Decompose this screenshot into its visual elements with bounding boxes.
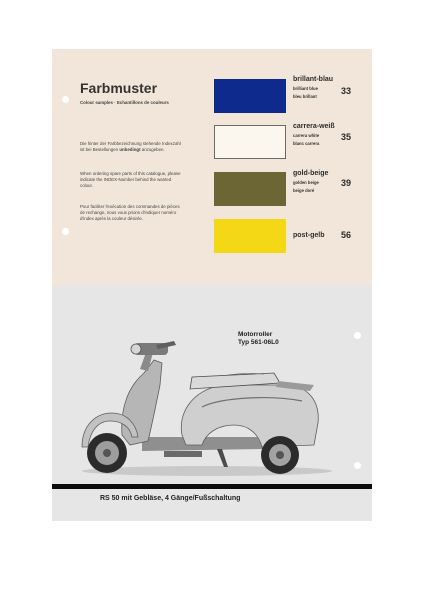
scooter-photo-page — [52, 285, 372, 521]
color-name: brillant-blau — [293, 76, 334, 83]
punch-hole — [62, 228, 69, 235]
color-sample-sheet — [52, 49, 372, 285]
color-name: carrera-weiß — [293, 123, 335, 130]
scooter-title-line-2: Typ 561-06L0 — [238, 339, 279, 346]
color-name-en: golden beige — [293, 180, 319, 185]
paragraph-french-line: de rechange, nous vous prions d'indiquer numéro — [80, 210, 177, 215]
color-index-number: 56 — [341, 230, 352, 240]
color-name-fr: beige doré — [293, 188, 315, 193]
paragraph-german — [80, 141, 208, 153]
color-index-number: 39 — [341, 178, 352, 188]
color-name: gold-beige — [293, 170, 329, 177]
paragraph-french-line: Pour faciliter l'exécution des commandes de pièces — [80, 204, 180, 209]
paragraph-english-line: When ordering spare parts of this catalogue, please — [80, 171, 181, 176]
sheet-subtitle: Colour samples · Echantillons de couleurs — [80, 100, 169, 105]
punch-hole — [62, 96, 69, 103]
paragraph-german-line: anzugeben. — [141, 147, 165, 152]
paragraph-german-line: Die hinter der Farbbezeichnung stehende Indexzahl — [80, 141, 181, 146]
color-name-fr: bleu brillant — [293, 94, 317, 99]
swatch-carrera-weiss — [214, 125, 286, 159]
swatch-gold-beige — [214, 172, 286, 206]
scooter-illustration — [52, 285, 372, 485]
paragraph-french-line: d'index après la couleur désirée. — [80, 216, 144, 221]
scooter-title-line-1: Motorroller — [238, 331, 273, 338]
divider-rule — [52, 484, 372, 489]
color-name-fr: blanc carrera — [293, 141, 320, 146]
paragraph-english — [80, 171, 208, 189]
swatch-brillant-blau — [214, 79, 286, 113]
paragraph-german-line: ist bei Bestellungen — [80, 147, 119, 152]
color-index-number: 35 — [341, 132, 352, 142]
scooter-caption: RS 50 mit Gebläse, 4 Gänge/Fußschaltung — [100, 495, 241, 502]
paragraph-english-line: colour. — [80, 183, 93, 188]
paragraph-german-emphasis: unbedingt — [119, 147, 141, 152]
color-index-number: 33 — [341, 86, 352, 96]
paragraph-french — [80, 204, 208, 222]
sheet-title: Farbmuster — [80, 80, 158, 96]
paragraph-english-line: indicate the INDEX-Number behind the wanted — [80, 177, 172, 182]
color-name: post-gelb — [293, 232, 325, 239]
swatch-post-gelb — [214, 219, 286, 253]
color-name-en: carrera white — [293, 133, 320, 138]
color-name-en: brilliant blue — [293, 86, 318, 91]
